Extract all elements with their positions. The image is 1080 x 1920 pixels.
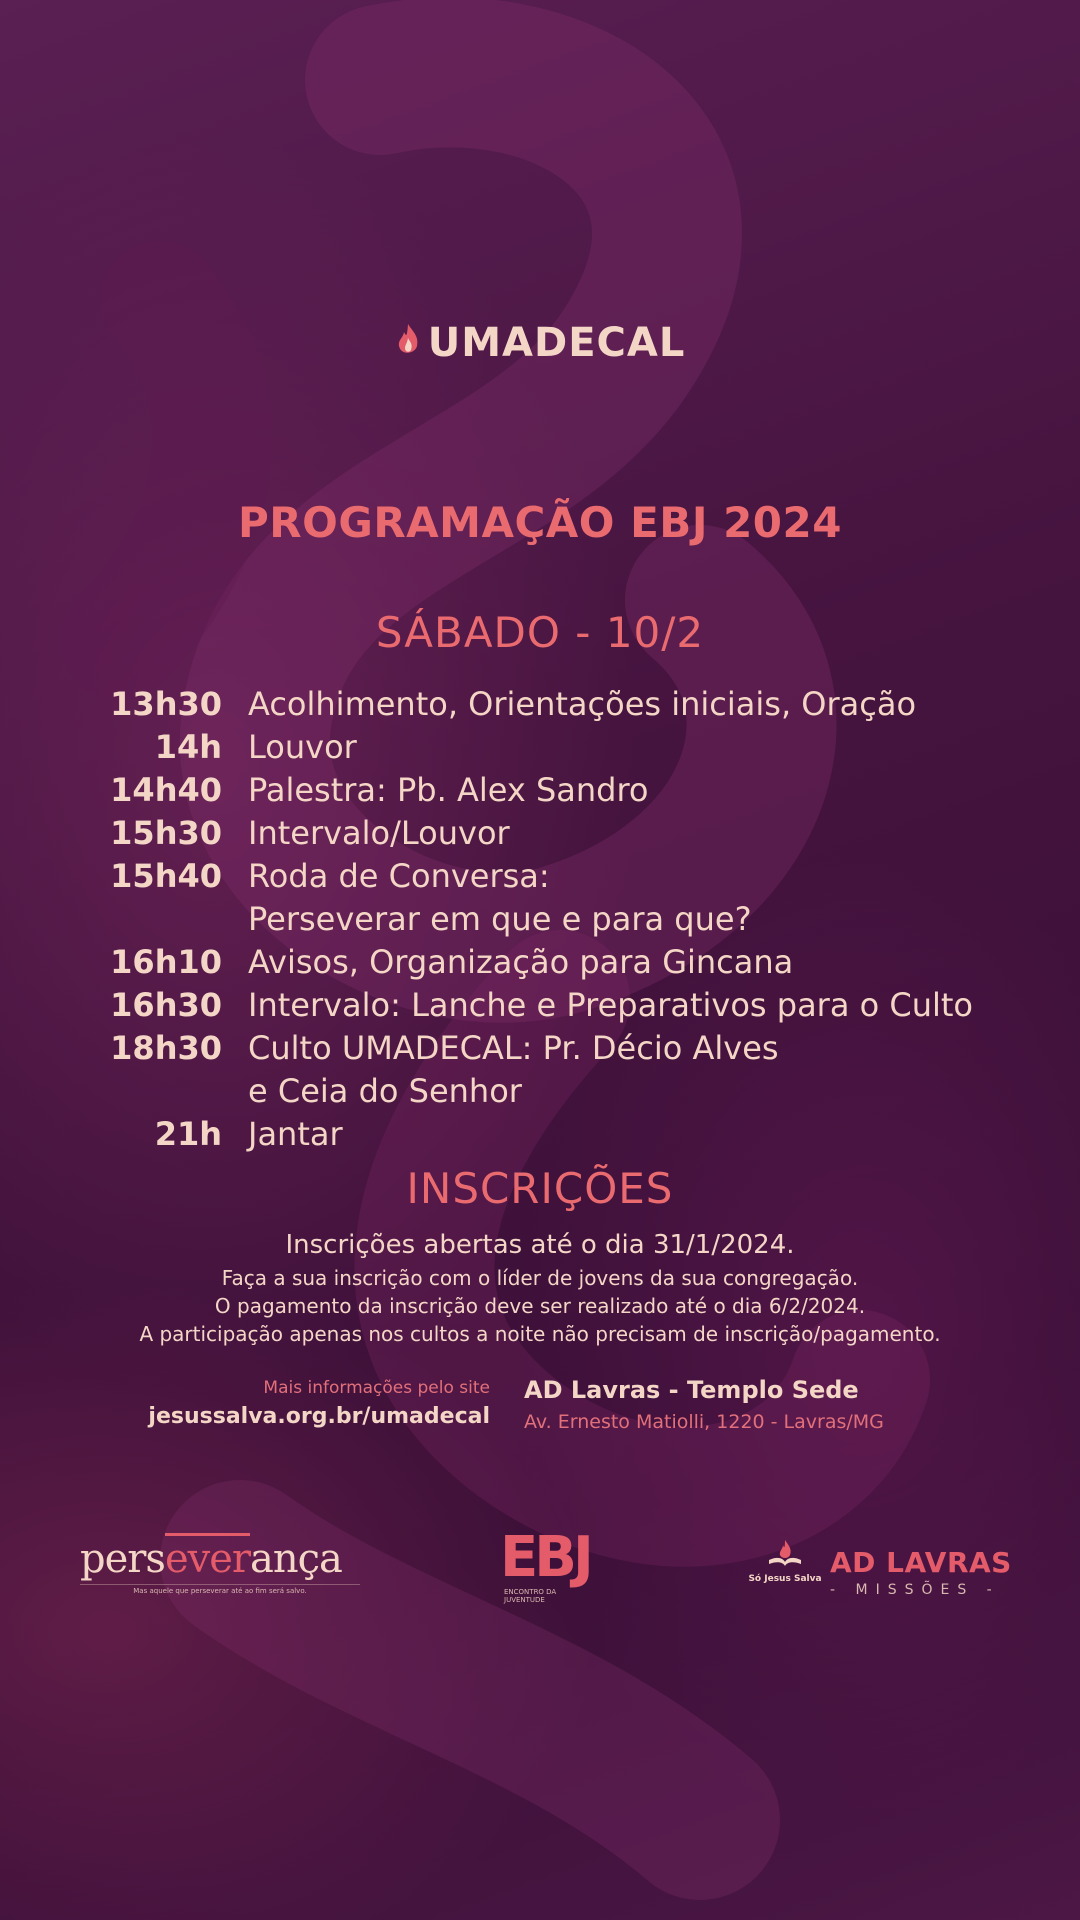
- perseveranca-wordmark: perseverança: [80, 1536, 360, 1582]
- schedule-activity: Roda de Conversa: Perseverar em que e para que?: [248, 857, 752, 938]
- inscricoes-payment: O pagamento da inscrição deve ser realizado até o dia 6/2/2024.: [214, 1294, 866, 1318]
- logo-text: UMADECAL: [427, 320, 686, 366]
- schedule-row: [0, 855, 1080, 941]
- schedule-activity: Acolhimento, Orientações iniciais, Oração: [248, 685, 917, 723]
- schedule-activity: Jantar: [248, 1115, 343, 1153]
- schedule-activity: Palestra: Pb. Alex Sandro: [248, 771, 649, 809]
- page-title: PROGRAMAÇÃO EBJ 2024: [238, 498, 842, 547]
- inscricoes-how: Faça a sua inscrição com o líder de jovens da sua congregação.: [221, 1266, 859, 1290]
- schedule-row: [0, 1113, 1080, 1156]
- flame-icon: [395, 322, 421, 364]
- umadecal-logo: [0, 320, 1080, 366]
- schedule-time: 16h30: [110, 986, 222, 1024]
- schedule-time: 14h: [154, 728, 222, 766]
- schedule-row: [0, 984, 1080, 1027]
- flame-book-icon: [765, 1538, 805, 1568]
- inscricoes-deadline: Inscrições abertas até o dia 31/1/2024.: [285, 1230, 795, 1260]
- ad-lavras-slogan: Só Jesus Salva: [748, 1574, 822, 1584]
- schedule-activity: Avisos, Organização para Gincana: [248, 943, 794, 981]
- perseveranca-tagline: Mas aquele que perseverar até ao fim será salvo.: [80, 1584, 360, 1595]
- inscricoes-heading: INSCRIÇÕES: [406, 1164, 674, 1213]
- schedule-time: 15h30: [110, 814, 222, 852]
- schedule-activity: Intervalo: Lanche e Preparativos para o Culto: [248, 986, 973, 1024]
- schedule-row: [0, 683, 1080, 726]
- schedule-row: [0, 769, 1080, 812]
- schedule-time: 16h10: [110, 943, 222, 981]
- inscricoes-note: A participação apenas nos cultos a noite não precisam de inscrição/pagamento.: [139, 1322, 941, 1346]
- schedule-activity: Louvor: [248, 728, 357, 766]
- venue-address: Av. Ernesto Matiolli, 1220 - Lavras/MG: [524, 1411, 884, 1433]
- venue-name: AD Lavras - Templo Sede: [524, 1376, 859, 1404]
- more-info: [148, 1375, 490, 1433]
- schedule-activity: Culto UMADECAL: Pr. Décio Alves e Ceia do Senhor: [248, 1029, 779, 1110]
- schedule-time: 13h30: [110, 685, 222, 723]
- ad-lavras-missoes: - MISSÕES -: [830, 1582, 1000, 1598]
- schedule-time: 18h30: [110, 1029, 222, 1067]
- inscricoes-text: [0, 1226, 1080, 1348]
- schedule-row: [0, 812, 1080, 855]
- schedule-time: 21h: [154, 1115, 222, 1153]
- ad-lavras-mark: [748, 1538, 822, 1584]
- ebj-subtitle: ENCONTRO DA JUVENTUDE: [504, 1588, 557, 1604]
- more-info-label: Mais informações pelo site: [263, 1378, 490, 1398]
- schedule-time: 15h40: [110, 857, 222, 895]
- ad-lavras-name: AD LAVRAS: [830, 1546, 1012, 1579]
- schedule-row: [0, 726, 1080, 769]
- schedule-time: 14h40: [110, 771, 222, 809]
- schedule-list: [0, 683, 1080, 1156]
- schedule-activity: Intervalo/Louvor: [248, 814, 510, 852]
- perseveranca-logo: [80, 1536, 360, 1595]
- schedule-row: [0, 1027, 1080, 1113]
- ebj-logo: [500, 1525, 590, 1604]
- ebj-letters: EBJ: [500, 1525, 590, 1590]
- venue-info: [524, 1373, 884, 1437]
- website-link[interactable]: jesussalva.org.br/umadecal: [148, 1404, 490, 1429]
- day-heading: SÁBADO - 10/2: [375, 608, 705, 657]
- schedule-row: [0, 941, 1080, 984]
